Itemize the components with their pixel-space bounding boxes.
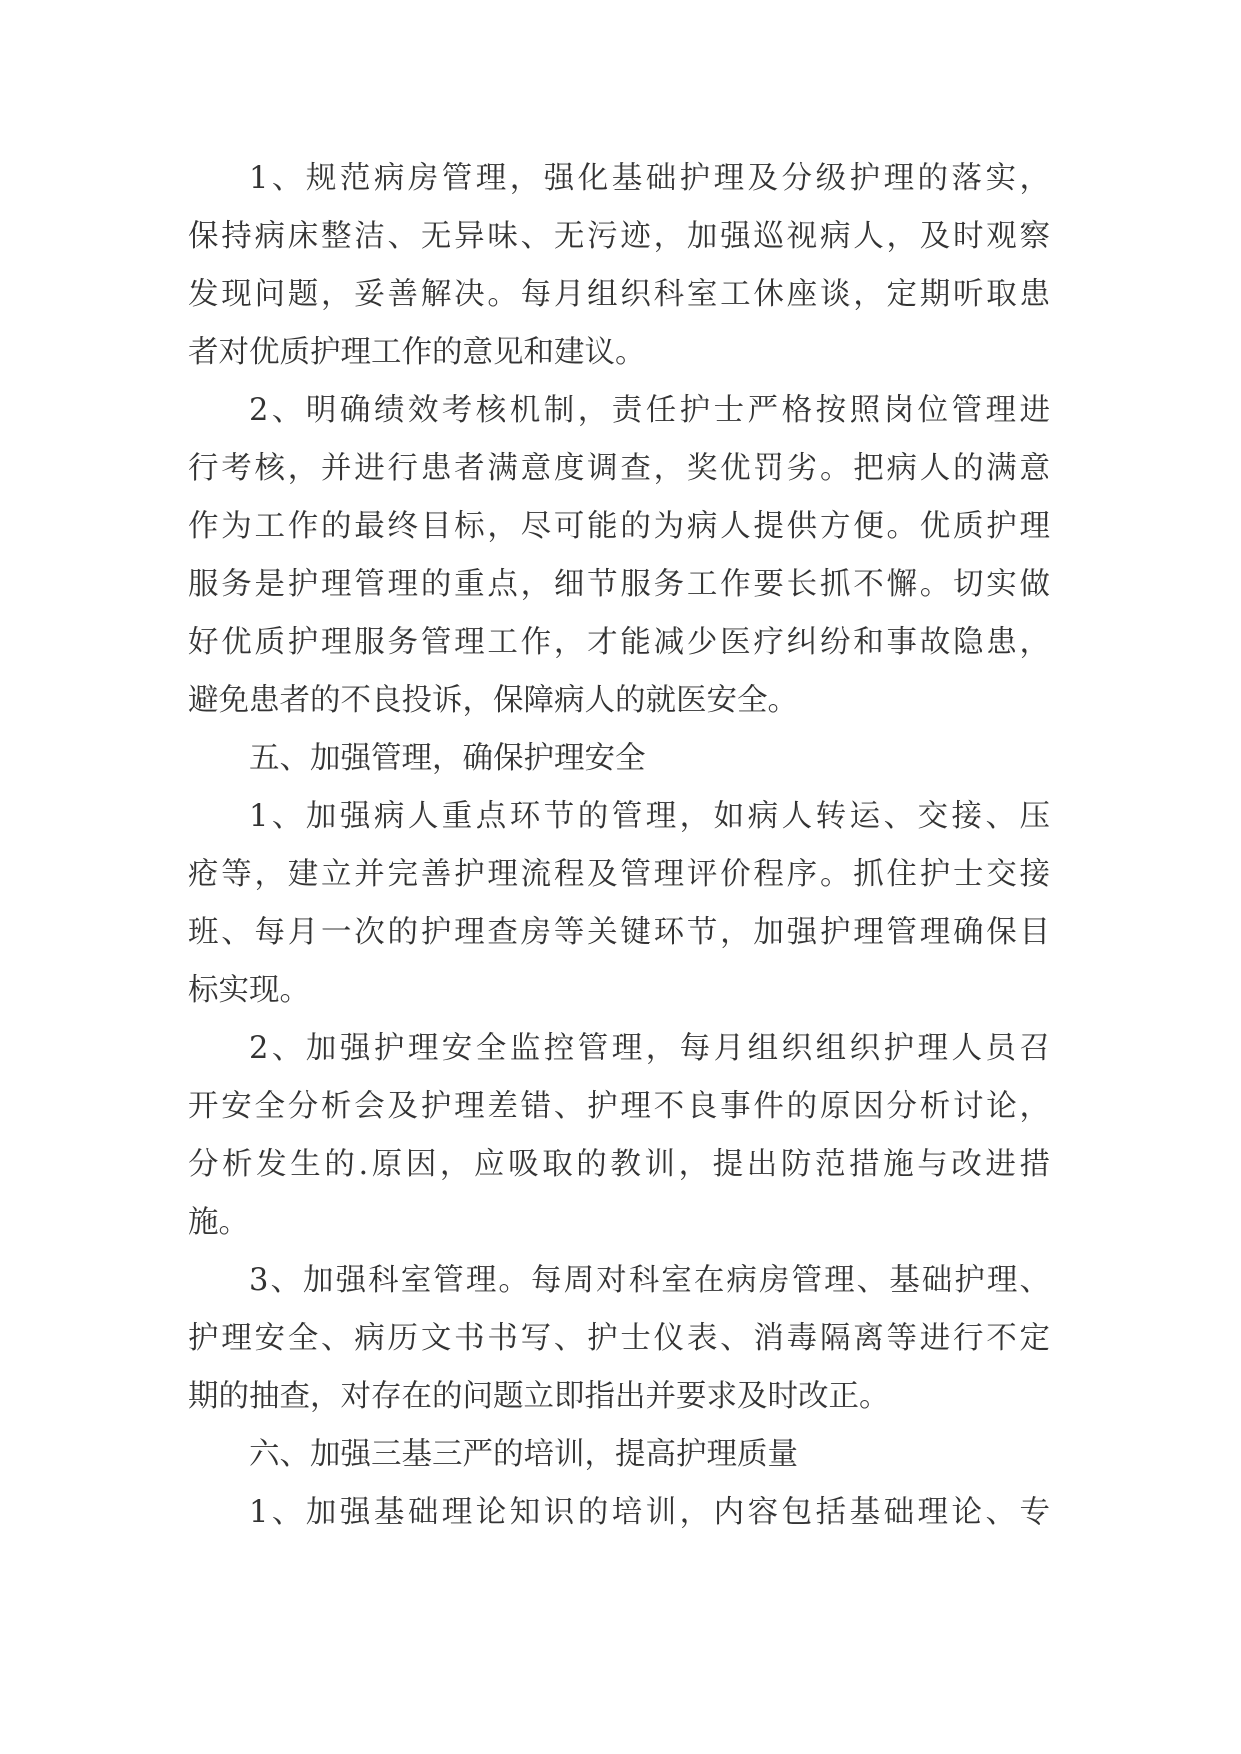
text-line: 1、加强基础理论知识的培训，内容包括基础理论、专	[249, 1495, 1050, 1530]
text-line: 1、加强病人重点环节的管理，如病人转运、交接、压	[249, 799, 1050, 834]
text-line: 者对优质护理工作的意见和建议。	[188, 335, 646, 370]
text-line: 发现问题，妥善解决。每月组织科室工休座谈，定期听取患	[188, 277, 1050, 312]
text-line: 开安全分析会及护理差错、护理不良事件的原因分析讨论，	[188, 1089, 1050, 1124]
text-line: 班、每月一次的护理查房等关键环节，加强护理管理确保目	[188, 915, 1050, 950]
text-line: 2、加强护理安全监控管理，每月组织组织护理人员召	[249, 1031, 1050, 1066]
text-line: 分析发生的.原因，应吸取的教训，提出防范措施与改进措	[188, 1147, 1050, 1182]
text-line: 2、明确绩效考核机制，责任护士严格按照岗位管理进	[249, 393, 1050, 428]
text-line: 施。	[188, 1205, 249, 1240]
text-line: 行考核，并进行患者满意度调查，奖优罚劣。把病人的满意	[188, 451, 1050, 486]
text-line: 1、规范病房管理，强化基础护理及分级护理的落实，	[249, 161, 1050, 196]
document-body	[188, 150, 1050, 1542]
text-line: 疮等，建立并完善护理流程及管理评价程序。抓住护士交接	[188, 857, 1050, 892]
text-line: 作为工作的最终目标，尽可能的为病人提供方便。优质护理	[188, 509, 1050, 544]
text-line: 保持病床整洁、无异味、无污迹，加强巡视病人，及时观察	[188, 219, 1050, 254]
text-line: 3、加强科室管理。每周对科室在病房管理、基础护理、	[249, 1263, 1050, 1298]
text-line: 期的抽查，对存在的问题立即指出并要求及时改正。	[188, 1379, 890, 1414]
text-line: 好优质护理服务管理工作，才能减少医疗纠纷和事故隐患，	[188, 625, 1050, 660]
section-heading: 五、加强管理，确保护理安全	[249, 741, 646, 776]
text-line: 标实现。	[188, 973, 310, 1008]
text-line: 服务是护理管理的重点，细节服务工作要长抓不懈。切实做	[188, 567, 1050, 602]
text-line: 避免患者的不良投诉，保障病人的就医安全。	[188, 683, 798, 718]
section-heading: 六、加强三基三严的培训，提高护理质量	[249, 1437, 798, 1472]
text-line: 护理安全、病历文书书写、护士仪表、消毒隔离等进行不定	[188, 1321, 1050, 1356]
